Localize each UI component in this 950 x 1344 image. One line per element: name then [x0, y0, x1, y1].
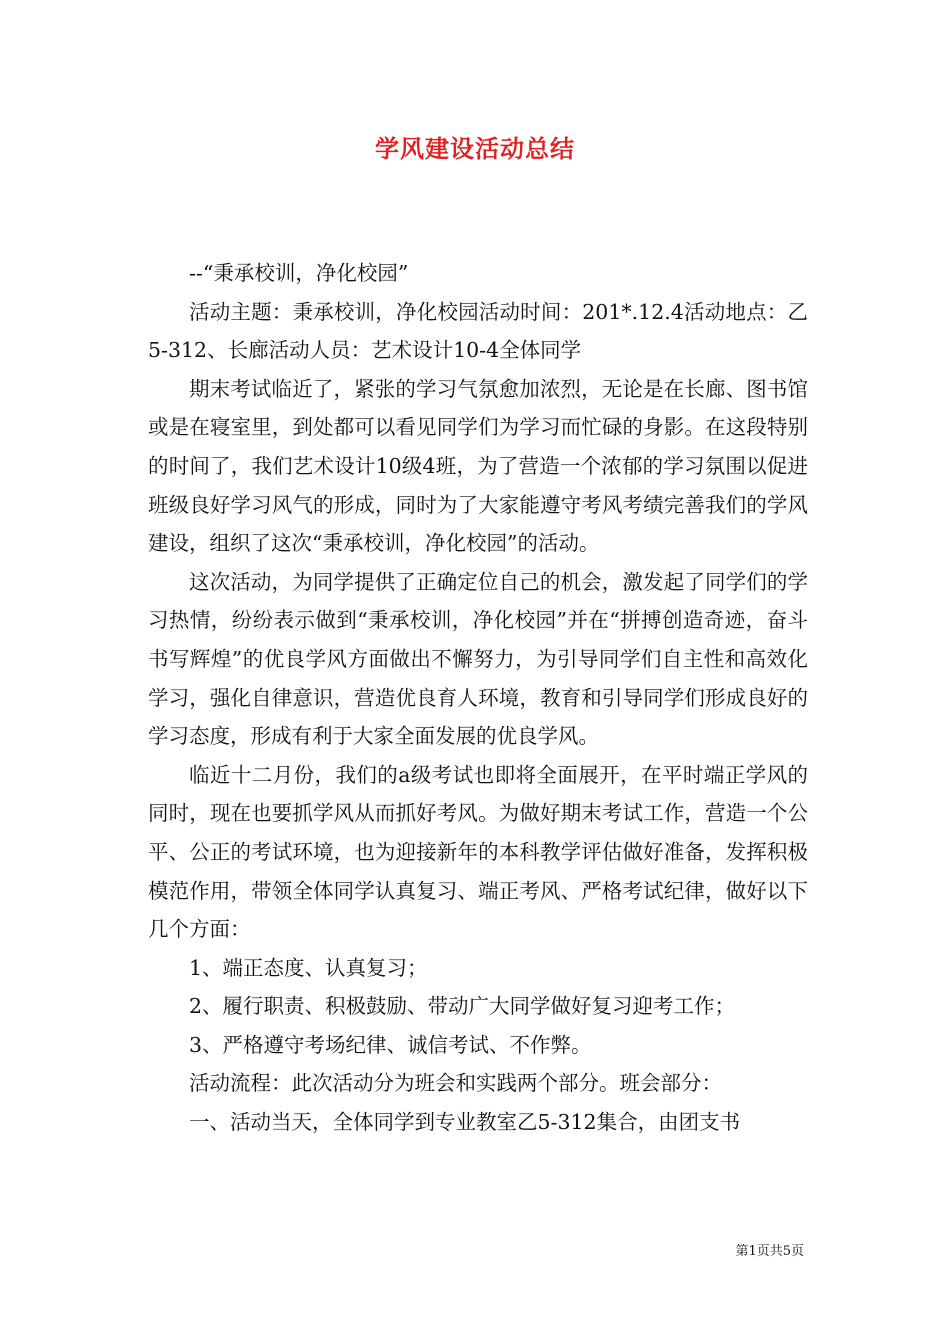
- paragraph-background: 期末考试临近了，紧张的学习气氛愈加浓烈，无论是在长廊、图书馆或是在寝室里，到处都可以看见同学们为学习而忙碌的身影。在这段特别的时间了，我们艺术设计10级4班，为了营造一个浓郁的学习氛围以促进班级良好学习风气的形成，同时为了大家能遵守考风考绩完善我们的学风建设，组织了这次“秉承校训，净化校园”的活动。: [148, 376, 808, 556]
- paragraph-significance: 这次活动，为同学提供了正确定位自己的机会，激发起了同学们的学习热情，纷纷表示做到“秉承校训，净化校园”并在“拼搏创造奇迹，奋斗书写辉煌”的优良学风方面做出不懈努力，为引导同学们自主性和高效化学习，强化自律意识，营造优良育人环境，教育和引导同学们形成良好的学习态度，形成有利于大家全面发展的优良学风。: [148, 569, 808, 749]
- document-title: 学风建设活动总结: [375, 135, 575, 163]
- document-body: [148, 254, 808, 1142]
- list-item-3: 3、严格遵守考场纪律、诚信考试、不作弊。: [189, 1032, 592, 1057]
- paragraph-activity-info: 活动主题：秉承校训，净化校园活动时间：201*.12.4活动地点：乙5-312、长廊活动人员：艺术设计10-4全体同学: [148, 299, 808, 363]
- paragraph-step-1: 一、活动当天，全体同学到专业教室乙5-312集合，由团支书: [189, 1110, 741, 1135]
- paragraph-subtitle: --“秉承校训，净化校园”: [189, 261, 409, 285]
- paragraph-exam-preparation: 临近十二月份，我们的a级考试也即将全面展开，在平时端正学风的同时，现在也要抓学风从而抓好考风。为做好期末考试工作，营造一个公平、公正的考试环境，也为迎接新年的本科教学评估做好准备，发挥积极模范作用，带领全体同学认真复习、端正考风、严格考试纪律，做好以下几个方面：: [148, 762, 808, 942]
- list-item-1: 1、端正态度、认真复习；: [189, 955, 428, 980]
- page-number: 第1页共5页: [735, 1244, 804, 1259]
- paragraph-process: 活动流程：此次活动分为班会和实践两个部分。班会部分：: [189, 1071, 722, 1096]
- list-item-2: 2、履行职责、积极鼓励、带动广大同学做好复习迎考工作；: [189, 994, 736, 1019]
